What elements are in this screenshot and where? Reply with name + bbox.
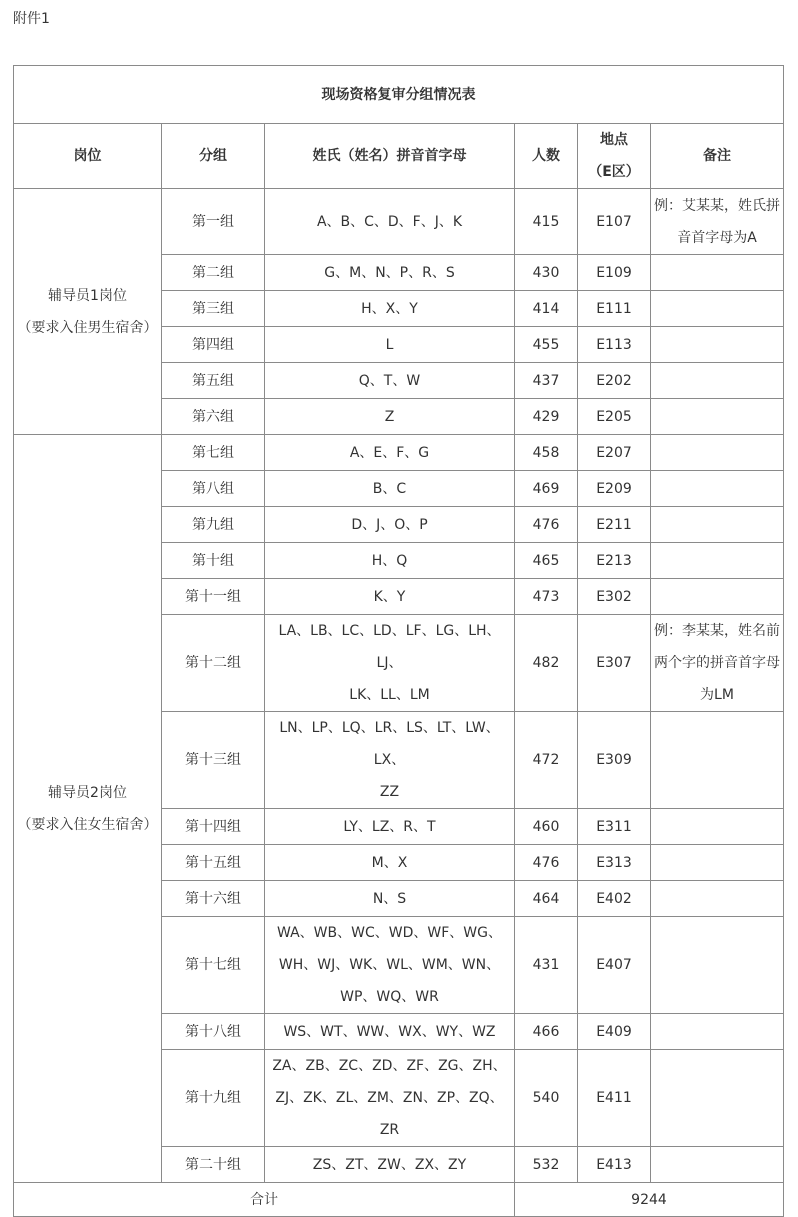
room-cell: E213 (578, 543, 651, 579)
initials-line: Q、T、W (358, 372, 421, 389)
count-cell: 465 (515, 543, 578, 579)
table-title: 现场资格复审分组情况表 (14, 66, 784, 124)
initials-cell (265, 881, 515, 917)
initials-line: D、J、O、P (351, 516, 428, 533)
group-cell: 第十组 (162, 543, 265, 579)
group-cell: 第七组 (162, 435, 265, 471)
header-position: 岗位 (14, 124, 162, 189)
initials-cell (265, 255, 515, 291)
group-cell: 第十二组 (162, 615, 265, 712)
remark-cell (651, 327, 784, 363)
table-row (14, 435, 784, 471)
group-cell: 第十一组 (162, 579, 265, 615)
remark-cell (651, 881, 784, 917)
group-cell: 第十八组 (162, 1014, 265, 1050)
initials-cell (265, 327, 515, 363)
remark-cell (651, 917, 784, 1014)
initials-line: K、Y (373, 588, 406, 605)
initials-cell (265, 1147, 515, 1183)
initials-line: ZA、ZB、ZC、ZD、ZF、ZG、ZH、 (272, 1058, 507, 1074)
position-name: 辅导员1岗位 (48, 287, 127, 304)
group-cell: 第一组 (162, 189, 265, 255)
grouping-table (13, 65, 784, 1217)
header-location (578, 124, 651, 189)
initials-cell (265, 1014, 515, 1050)
count-cell: 532 (515, 1147, 578, 1183)
remark-cell (651, 1014, 784, 1050)
room-cell: E407 (578, 917, 651, 1014)
count-cell: 458 (515, 435, 578, 471)
room-cell: E409 (578, 1014, 651, 1050)
initials-line: B、C (372, 480, 407, 497)
room-cell: E309 (578, 712, 651, 809)
remark-cell (651, 845, 784, 881)
room-cell: E107 (578, 189, 651, 255)
initials-cell (265, 615, 515, 712)
count-cell: 540 (515, 1050, 578, 1147)
initials-line: A、B、C、D、F、J、K (316, 213, 463, 230)
remark-cell (651, 189, 784, 255)
group-cell: 第八组 (162, 471, 265, 507)
initials-line: LN、LP、LQ、LR、LS、LT、LW、LX、 (279, 720, 500, 768)
initials-cell (265, 471, 515, 507)
room-cell: E211 (578, 507, 651, 543)
initials-line: LA、LB、LC、LD、LF、LG、LH、LJ、 (278, 623, 501, 671)
group-cell: 第二组 (162, 255, 265, 291)
room-cell: E402 (578, 881, 651, 917)
initials-line: WS、WT、WW、WX、WY、WZ (283, 1023, 496, 1040)
remark-line: 为LM (700, 687, 734, 703)
room-cell: E413 (578, 1147, 651, 1183)
remark-cell (651, 399, 784, 435)
table-row (14, 189, 784, 255)
count-cell: 437 (515, 363, 578, 399)
header-remark: 备注 (651, 124, 784, 189)
initials-line: LY、LZ、R、T (343, 818, 436, 835)
initials-line: ZJ、ZK、ZL、ZM、ZN、ZP、ZQ、ZR (275, 1090, 504, 1138)
group-cell: 第十九组 (162, 1050, 265, 1147)
initials-line: WA、WB、WC、WD、WF、WG、 (277, 925, 502, 941)
room-cell: E109 (578, 255, 651, 291)
initials-line: A、E、F、G (349, 444, 430, 461)
remark-cell (651, 809, 784, 845)
initials-cell (265, 543, 515, 579)
position-requirement: （要求入住女生宿舍） (17, 816, 158, 833)
position-name: 辅导员2岗位 (48, 784, 127, 801)
initials-cell (265, 291, 515, 327)
count-cell: 464 (515, 881, 578, 917)
total-label: 合计 (14, 1183, 515, 1217)
initials-line: H、Q (371, 552, 408, 569)
remark-cell (651, 543, 784, 579)
count-cell: 482 (515, 615, 578, 712)
remark-line: 音首字母为A (677, 229, 757, 246)
initials-line: H、X、Y (361, 300, 418, 317)
room-cell: E307 (578, 615, 651, 712)
count-cell: 466 (515, 1014, 578, 1050)
count-cell: 455 (515, 327, 578, 363)
remark-cell (651, 291, 784, 327)
group-cell: 第六组 (162, 399, 265, 435)
group-cell: 第九组 (162, 507, 265, 543)
initials-cell (265, 917, 515, 1014)
group-cell: 第五组 (162, 363, 265, 399)
count-cell: 430 (515, 255, 578, 291)
count-cell: 415 (515, 189, 578, 255)
group-cell: 第十五组 (162, 845, 265, 881)
initials-cell (265, 579, 515, 615)
total-row (14, 1183, 784, 1217)
count-cell: 414 (515, 291, 578, 327)
initials-line: ZZ (379, 784, 400, 800)
initials-cell (265, 507, 515, 543)
room-cell: E313 (578, 845, 651, 881)
initials-cell (265, 399, 515, 435)
initials-line: LK、LL、LM (349, 687, 430, 703)
attachment-label: 附件1 (13, 11, 50, 27)
header-initials: 姓氏（姓名）拼音首字母 (265, 124, 515, 189)
remark-cell (651, 507, 784, 543)
initials-line: WH、WJ、WK、WL、WM、WN、 (278, 957, 501, 973)
initials-cell (265, 189, 515, 255)
group-cell: 第四组 (162, 327, 265, 363)
header-row (14, 124, 784, 189)
header-group: 分组 (162, 124, 265, 189)
count-cell: 472 (515, 712, 578, 809)
initials-cell (265, 845, 515, 881)
group-cell: 第十三组 (162, 712, 265, 809)
count-cell: 476 (515, 845, 578, 881)
count-cell: 476 (515, 507, 578, 543)
initials-line: L (385, 336, 394, 353)
room-cell: E411 (578, 1050, 651, 1147)
initials-line: Z (384, 408, 395, 425)
room-cell: E207 (578, 435, 651, 471)
remark-cell (651, 255, 784, 291)
remark-cell (651, 615, 784, 712)
count-cell: 469 (515, 471, 578, 507)
header-location-line1: 地点 (600, 132, 628, 148)
room-cell: E113 (578, 327, 651, 363)
position-requirement: （要求入住男生宿舍） (17, 319, 158, 336)
room-cell: E209 (578, 471, 651, 507)
remark-cell (651, 712, 784, 809)
count-cell: 429 (515, 399, 578, 435)
remark-cell (651, 435, 784, 471)
group-cell: 第十七组 (162, 917, 265, 1014)
initials-line: N、S (372, 890, 407, 907)
initials-line: ZS、ZT、ZW、ZX、ZY (312, 1156, 467, 1173)
remark-cell (651, 471, 784, 507)
initials-line: M、X (371, 854, 408, 871)
count-cell: 431 (515, 917, 578, 1014)
room-cell: E202 (578, 363, 651, 399)
initials-cell (265, 712, 515, 809)
remark-line: 例：艾某某，姓氏拼 (654, 197, 780, 214)
remark-cell (651, 1147, 784, 1183)
initials-cell (265, 809, 515, 845)
count-cell: 473 (515, 579, 578, 615)
group-cell: 第三组 (162, 291, 265, 327)
room-cell: E111 (578, 291, 651, 327)
remark-line: 两个字的拼音首字母 (654, 655, 780, 671)
remark-cell (651, 579, 784, 615)
total-value: 9244 (515, 1183, 784, 1217)
count-cell: 460 (515, 809, 578, 845)
header-count: 人数 (515, 124, 578, 189)
initials-line: G、M、N、P、R、S (324, 264, 455, 281)
position-cell (14, 435, 162, 1183)
remark-line: 例：李某某，姓名前 (654, 623, 780, 639)
group-cell: 第十四组 (162, 809, 265, 845)
remark-cell (651, 363, 784, 399)
room-cell: E302 (578, 579, 651, 615)
group-cell: 第二十组 (162, 1147, 265, 1183)
remark-cell (651, 1050, 784, 1147)
position-cell (14, 189, 162, 435)
room-cell: E205 (578, 399, 651, 435)
initials-cell (265, 435, 515, 471)
initials-cell (265, 1050, 515, 1147)
header-location-line2: （E区） (588, 164, 640, 180)
group-cell: 第十六组 (162, 881, 265, 917)
room-cell: E311 (578, 809, 651, 845)
initials-line: WP、WQ、WR (340, 989, 439, 1005)
initials-cell (265, 363, 515, 399)
